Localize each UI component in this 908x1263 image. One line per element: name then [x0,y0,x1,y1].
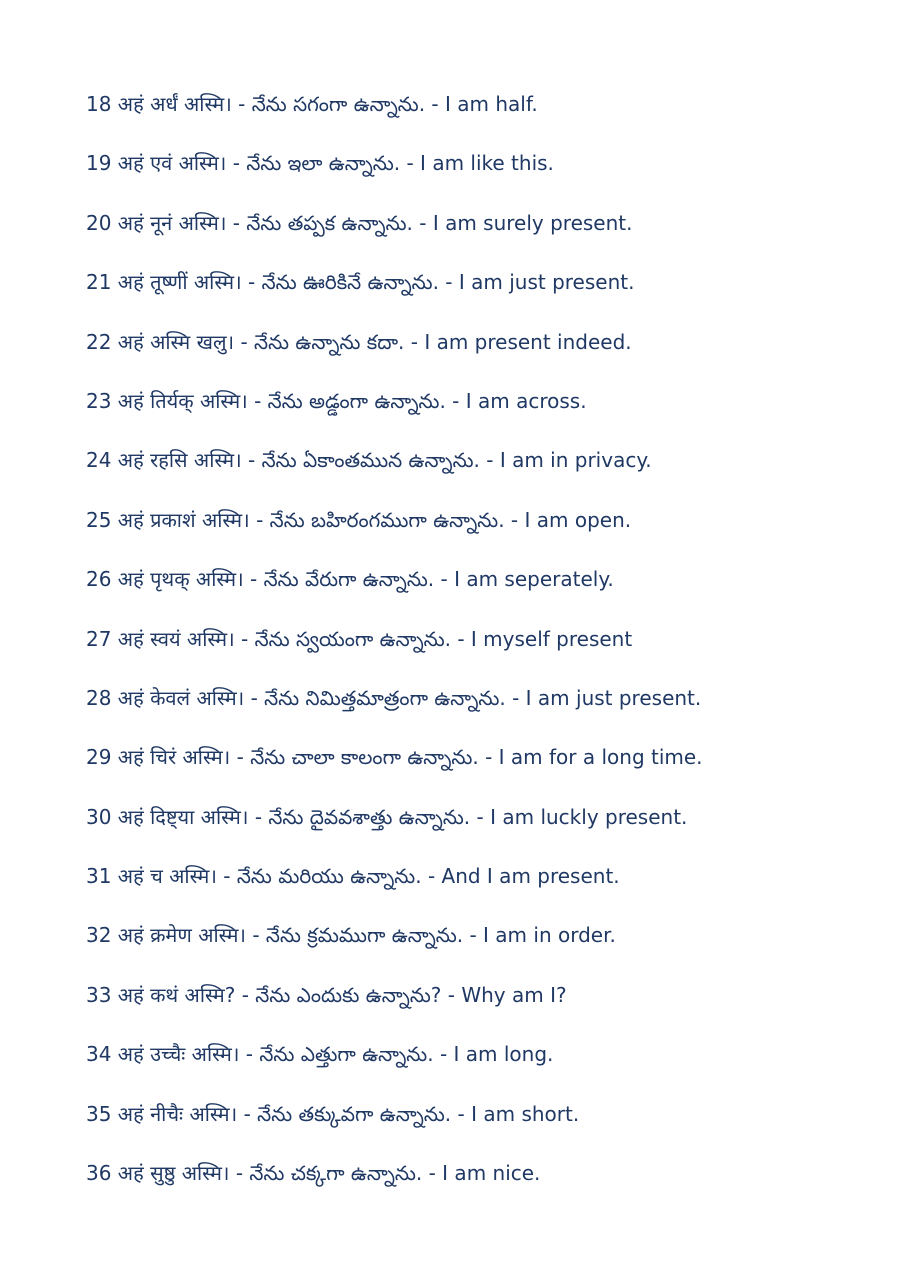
sentence-line-28 [86,678,886,737]
sentence-line-26 [86,559,886,618]
sentence-text: 30 अहं दिष्ट्या अस्मि। - నేను దైవవశాత్తు ఉన్నాను. - I am luckly present. [86,804,688,829]
sentence-text: 35 अहं नीचैः अस्मि। - నేను తక్కువగా ఉన్నాను. - I am short. [86,1101,580,1126]
sentence-text: 18 अहं अर्धं अस्मि। - నేను సగంగా ఉన్నాను. - I am half. [86,92,538,116]
sentence-line-24 [86,440,886,499]
sentence-text: 24 अहं रहसि अस्मि। - నేను ఏకాంతమున ఉన్నాను. - I am in privacy. [86,448,652,473]
sentence-text: 25 अहं प्रकाशं अस्मि। - నేను బహిరంగముగా ఉన్నాను. - I am open. [86,507,632,532]
sentence-text: 20 अहं नूनं अस्मि। - నేను తప్పక ఉన్నాను. - I am surely present. [86,210,633,235]
sentence-line-18 [86,84,886,143]
sentence-line-33 [86,975,886,1034]
sentence-line-31 [86,856,886,915]
sentence-line-34 [86,1034,886,1093]
sentence-line-27 [86,619,886,678]
sentence-line-22 [86,322,886,381]
sentence-line-32 [86,915,886,974]
sentence-line-30 [86,797,886,856]
sentence-text: 26 अहं पृथक् अस्मि। - నేను వేరుగా ఉన్నాను. - I am seperately. [86,567,614,592]
sentence-line-25 [86,500,886,559]
sentence-text: 21 अहं तूष्णीं अस्मि। - నేను ఊరికినే ఉన్నాను. - I am just present. [86,270,635,295]
sentence-line-20 [86,203,886,262]
sentence-text: 23 अहं तिर्यक् अस्मि। - నేను అడ్డంగా ఉన్నాను. - I am across. [86,388,587,413]
sentence-list [86,84,886,1212]
sentence-text: 28 अहं केवलं अस्मि। - నేను నిమిత్తమాత్రంగా ఉన్నాను. - I am just present. [86,685,702,710]
sentence-text: 34 अहं उच्चैः अस्मि। - నేను ఎత్తుగా ఉన్నాను. - I am long. [86,1042,554,1067]
sentence-text: 33 अहं कथं अस्मि? - నేను ఎందుకు ఉన్నాను? - Why am I? [86,982,567,1007]
sentence-text: 32 अहं क्रमेण अस्मि। - నేను క్రమముగా ఉన్నాను. - I am in order. [86,923,616,948]
sentence-line-35 [86,1094,886,1153]
sentence-line-21 [86,262,886,321]
sentence-text: 19 अहं एवं अस्मि। - నేను ఇలా ఉన్నాను. - I am like this. [86,151,554,176]
sentence-text: 36 अहं सुष्ठु अस्मि। - నేను చక్కగా ఉన్నాను. - I am nice. [86,1161,541,1186]
sentence-line-19 [86,143,886,202]
sentence-text: 27 अहं स्वयं अस्मि। - నేను స్వయంగా ఉన్నాను. - I myself present [86,626,633,651]
sentence-line-36 [86,1153,886,1212]
sentence-text: 31 अहं च अस्मि। - నేను మరియు ఉన్నాను. - And I am present. [86,864,620,889]
sentence-text: 22 अहं अस्मि खलु। - నేను ఉన్నాను కదా. - I am present indeed. [86,329,632,354]
sentence-line-23 [86,381,886,440]
sentence-text: 29 अहं चिरं अस्मि। - నేను చాలా కాలంగా ఉన్నాను. - I am for a long time. [86,745,703,770]
sentence-line-29 [86,737,886,796]
